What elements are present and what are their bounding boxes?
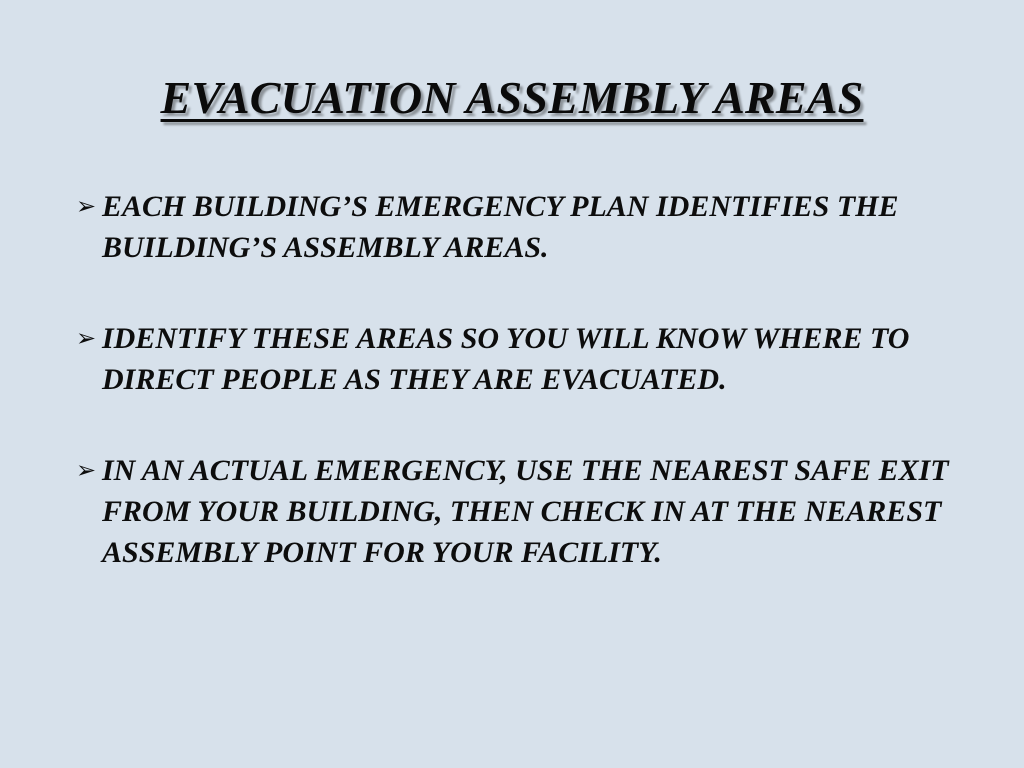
arrow-bullet-icon: ➢ xyxy=(76,456,97,484)
bullet-item xyxy=(76,186,976,268)
bullet-list xyxy=(76,186,976,573)
slide-title: EVACUATION ASSEMBLY AREAS xyxy=(160,72,864,123)
arrow-bullet-icon: ➢ xyxy=(76,324,97,352)
bullet-text: IN AN ACTUAL EMERGENCY, USE THE NEAREST SAFE EXIT FROM YOUR BUILDING, THEN CHECK IN AT THE NEAREST ASSEMBLY POINT FOR YOUR FACILITY. xyxy=(102,454,949,569)
bullet-item xyxy=(76,318,976,400)
bullet-text: IDENTIFY THESE AREAS SO YOU WILL KNOW WHERE TO DIRECT PEOPLE AS THEY ARE EVACUATED. xyxy=(102,322,910,396)
bullet-text: EACH BUILDING’S EMERGENCY PLAN IDENTIFIES THE BUILDING’S ASSEMBLY AREAS. xyxy=(102,190,899,264)
bullet-item xyxy=(76,450,976,573)
arrow-bullet-icon: ➢ xyxy=(76,192,97,220)
